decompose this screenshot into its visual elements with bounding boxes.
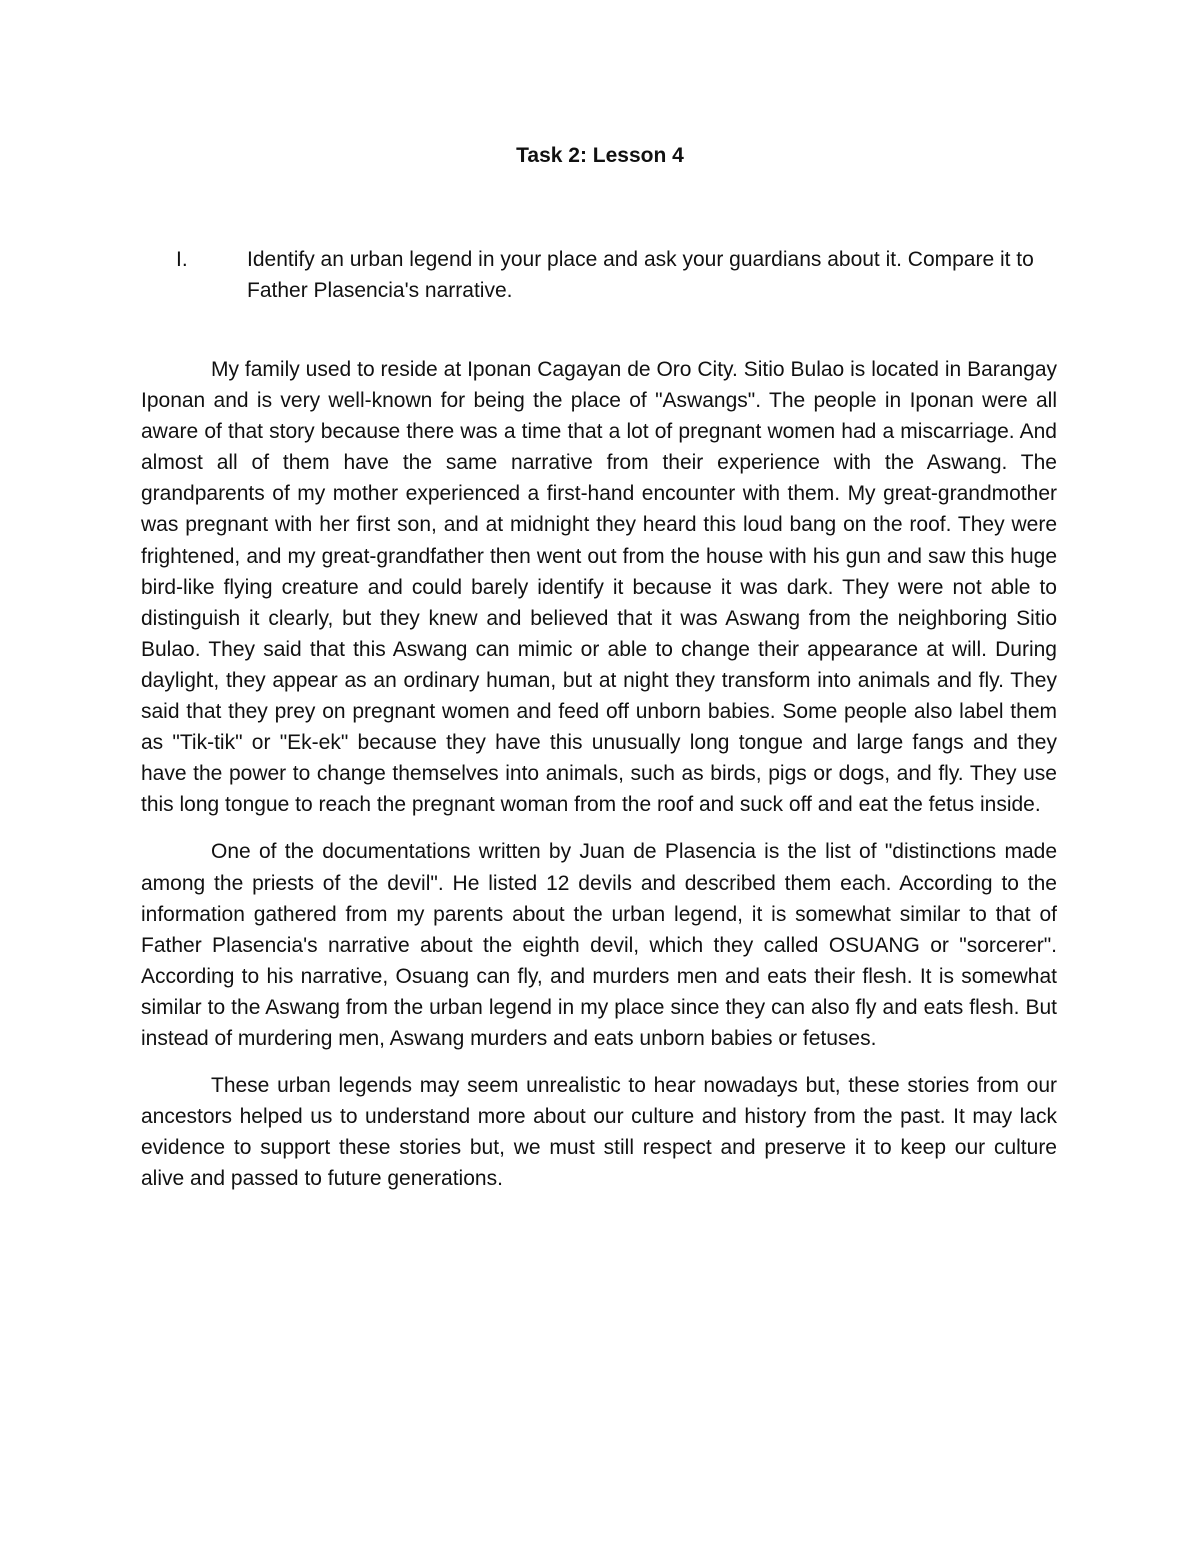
paragraph-2: One of the documentations written by Juan de Plasencia is the list of "distinctions made among the priests of the devil". He listed 12 devils and described them each. According to the information gathered from my parents about the urban legend, it is somewhat similar to that of Father Plasencia's narrative about the eighth devil, which they called OSUANG or "sorcerer". According to his narrative, Osuang can fly, and murders men and eats their flesh. It is somewhat similar to the Aswang from the urban legend in my place since they can also fly and eats flesh. But instead of murdering men, Aswang murders and eats unborn babies or fetuses. [141, 840, 1057, 1050]
task-item [176, 244, 1056, 306]
document-title: Task 2: Lesson 4 [516, 144, 684, 167]
paragraph-3: These urban legends may seem unrealistic to hear nowadays but, these stories from our ancestors helped us to understand more about our culture and history from the past. It may lack evidence to support these stories but, we must still respect and preserve it to keep our culture alive and passed to future generations. [141, 1074, 1057, 1191]
paragraph-1: My family used to reside at Iponan Cagayan de Oro City. Sitio Bulao is located in Barangay Iponan and is very well-known for being the place of "Aswangs". The people in Iponan were all aware of that story because there was a time that a lot of pregnant women had a miscarriage. And almost all of them have the same narrative from their experience with the Aswang. The grandparents of my mother experienced a first-hand encounter with them. My great-grandmother was pregnant with her first son, and at midnight they heard this loud bang on the roof. They were frightened, and my great-grandfather then went out from the house with his gun and saw this huge bird-like flying creature and could barely identify it because it was dark. They were not able to distinguish it clearly, but they knew and believed that it was Aswang from the neighboring Sitio Bulao. They said that this Aswang can mimic or able to change their appearance at will. During daylight, they appear as an ordinary human, but at night they transform into animals and fly. They said that they prey on pregnant women and feed off unborn babies. Some people also label them as "Tik-tik" or "Ek-ek" because they have this unusually long tongue and large fangs and they have the power to change themselves into animals, such as birds, pigs or dogs, and fly. They use this long tongue to reach the pregnant woman from the roof and suck off and eat the fetus inside. [141, 358, 1057, 817]
document-body [141, 354, 1057, 1210]
task-instruction: Identify an urban legend in your place and ask your guardians about it. Compare it to Father Plasencia's narrative. [247, 248, 1034, 302]
task-numeral: I. [176, 248, 188, 271]
